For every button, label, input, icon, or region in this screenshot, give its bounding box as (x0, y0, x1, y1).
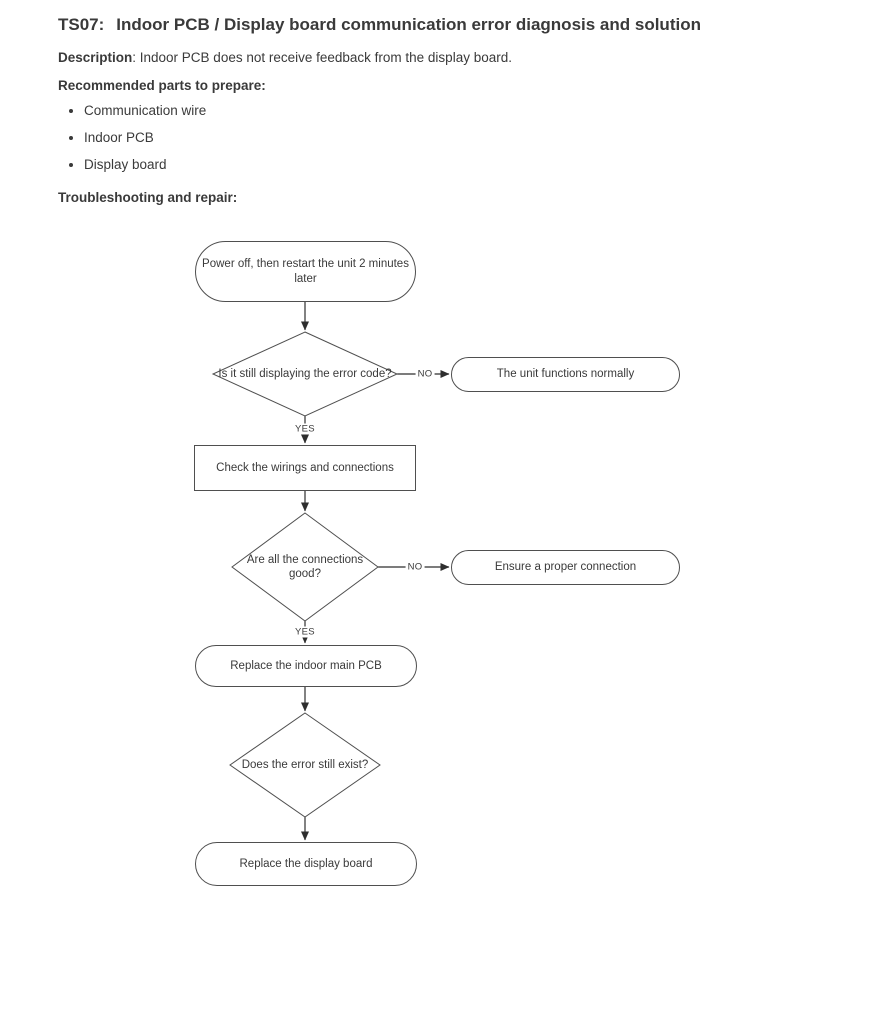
node-replace-display-board: Replace the display board (195, 842, 417, 886)
node-replace-indoor-pcb: Replace the indoor main PCB (195, 645, 417, 687)
description-label: Description (58, 50, 133, 65)
edge-label-no-1: NO (417, 368, 433, 380)
decision-label-connections: Are all the connections good? (246, 553, 364, 580)
list-item: • Indoor PCB (84, 130, 206, 145)
description-text: : Indoor PCB does not receive feedback from the display board. (132, 50, 512, 65)
list-item: • Display board (84, 157, 206, 172)
troubleshooting-heading: Troubleshooting and repair: (58, 190, 238, 205)
section-code: TS07: (58, 15, 105, 34)
edge-label-yes-1: YES (295, 423, 315, 435)
node-ensure-connection: Ensure a proper connection (451, 550, 680, 585)
decision-label-error-code: Is it still displaying the error code? (218, 367, 392, 380)
decision-label-error-exists: Does the error still exist? (241, 758, 369, 771)
node-start: Power off, then restart the unit 2 minutes later (195, 241, 416, 302)
edge-label-yes-2: YES (295, 626, 315, 638)
node-check-wirings: Check the wirings and connections (194, 445, 416, 491)
edge-label-no-2: NO (407, 561, 423, 573)
list-item: • Communication wire (84, 103, 206, 118)
node-unit-functions-normally: The unit functions normally (451, 357, 680, 392)
section-title-text: Indoor PCB / Display board communication error diagnosis and solution (116, 15, 701, 34)
parts-heading: Recommended parts to prepare: (58, 78, 266, 93)
